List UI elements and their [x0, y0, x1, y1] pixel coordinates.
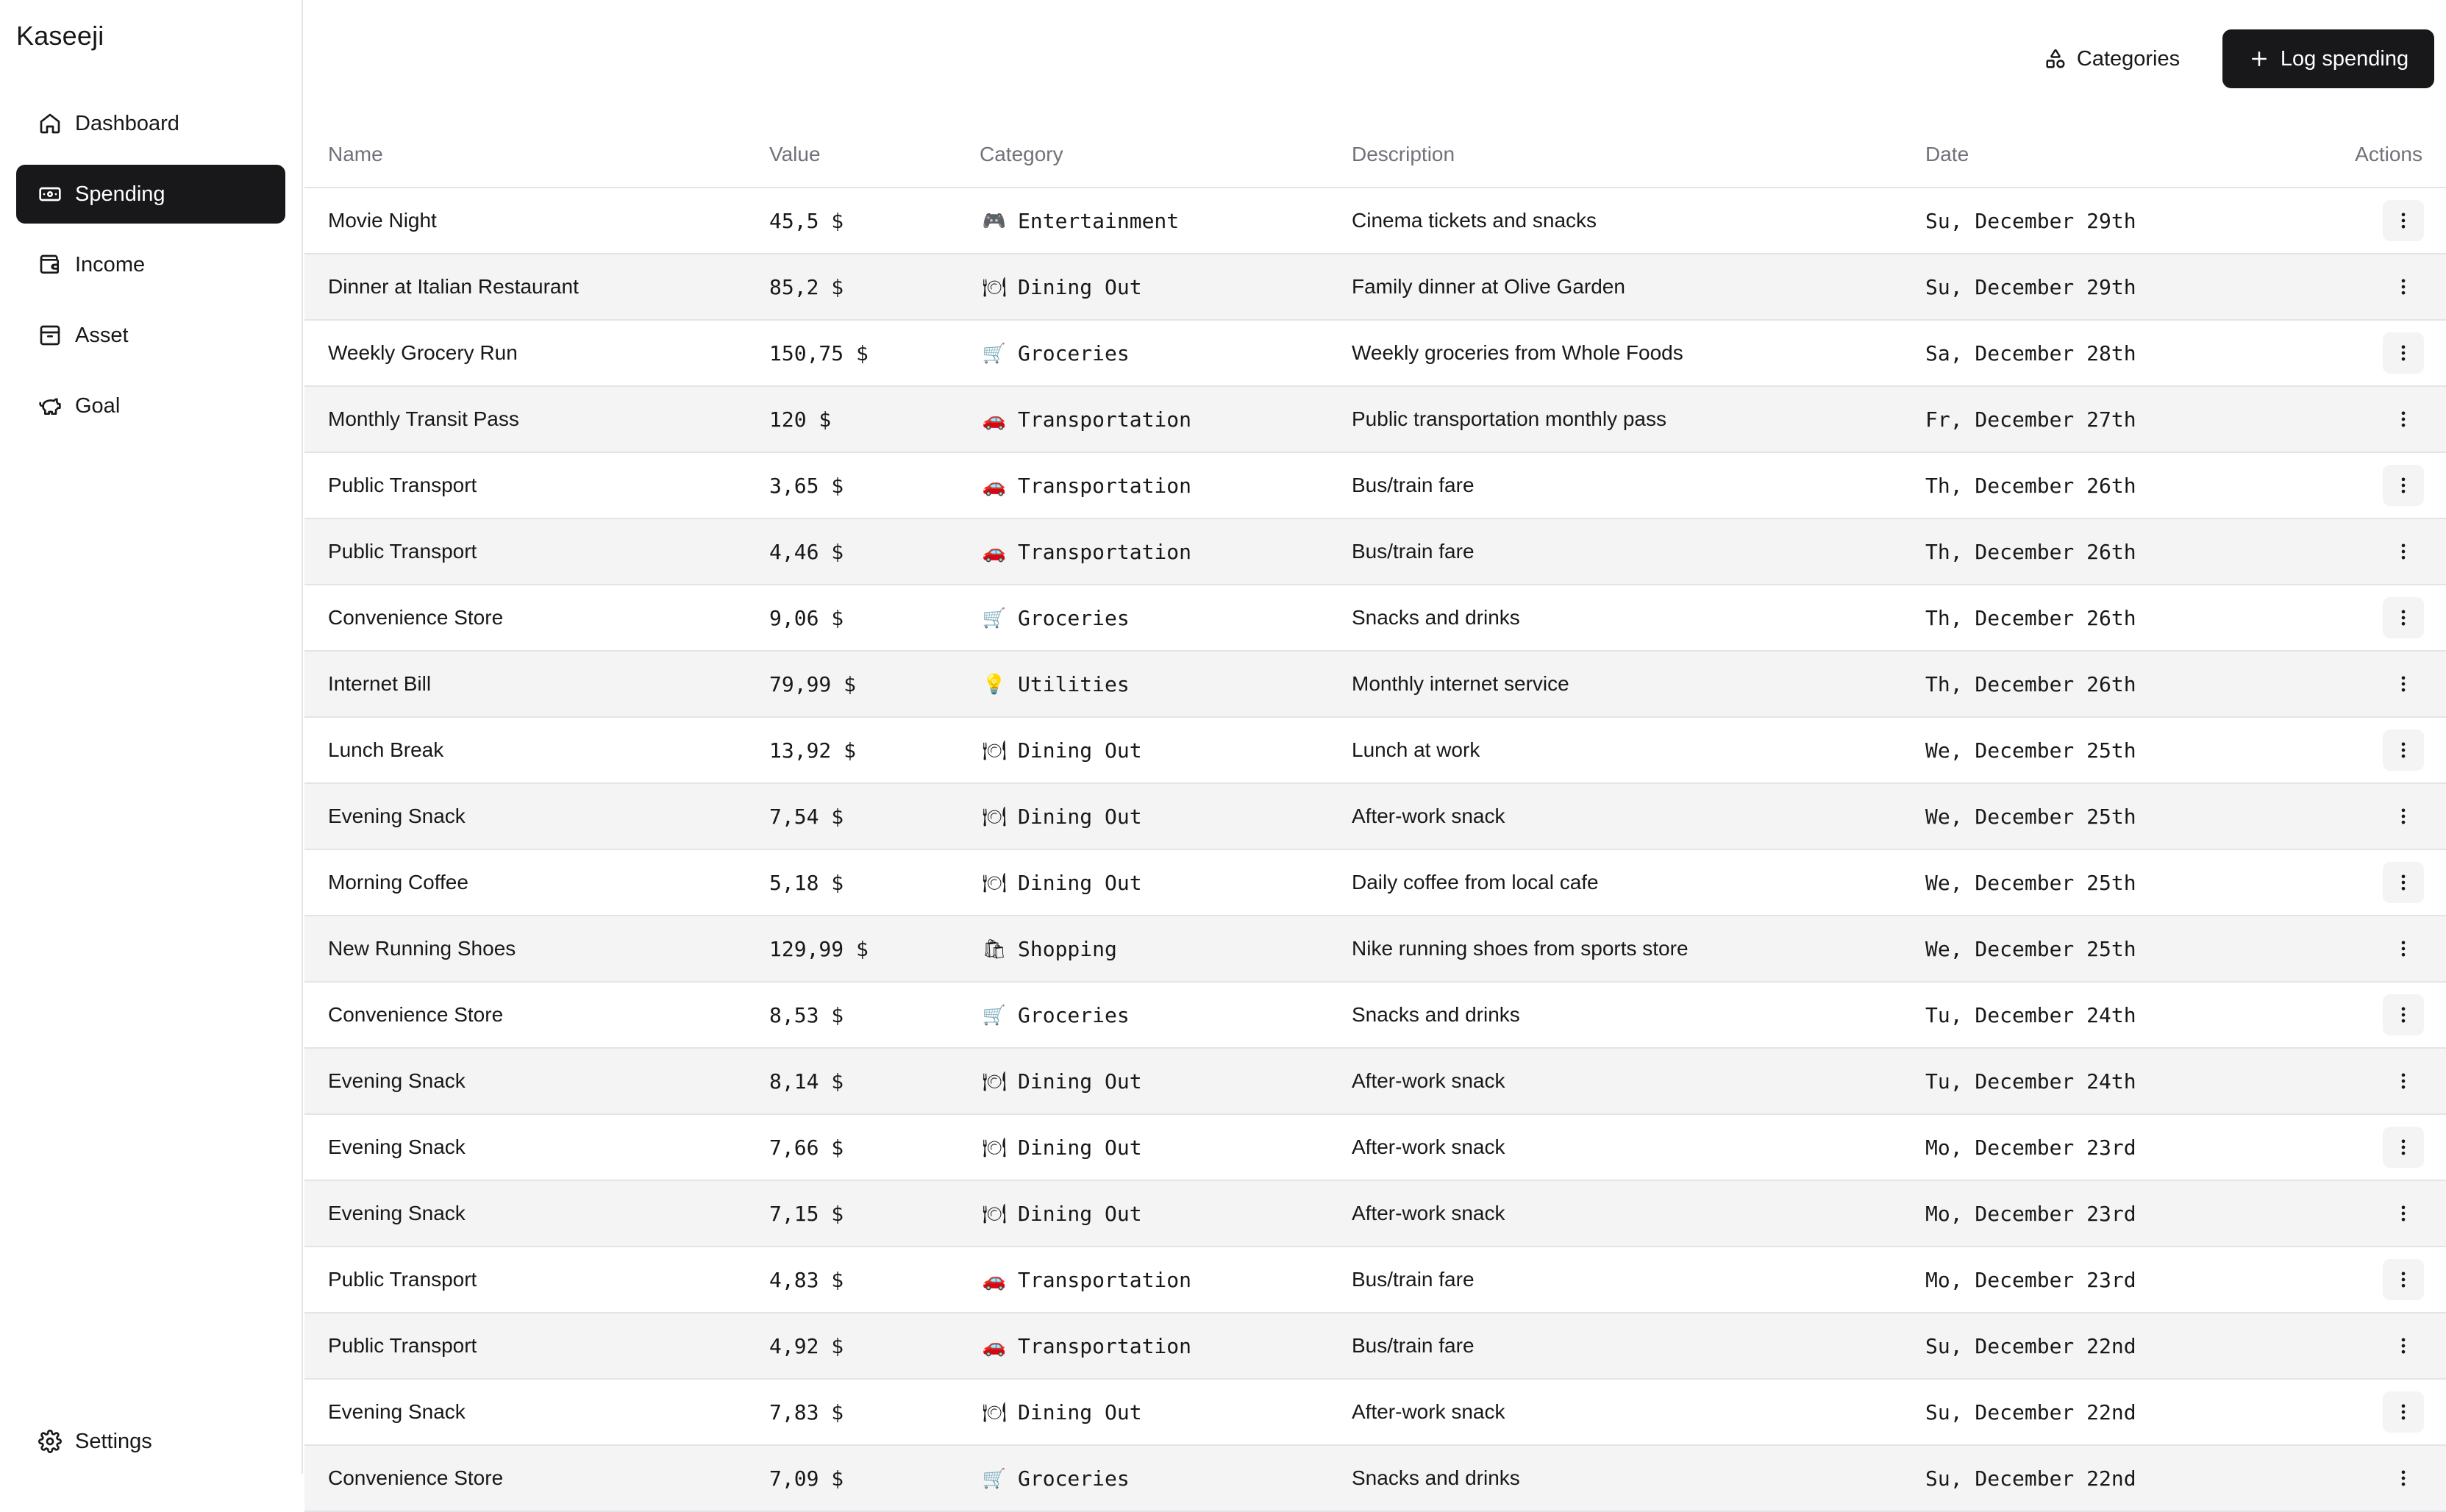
row-actions [2383, 453, 2424, 518]
category-emoji-icon: 🍽 [982, 1069, 1007, 1092]
row-category-label: Transportation [1018, 407, 1192, 432]
row-description: Lunch at work [1352, 738, 1480, 761]
table-row[interactable] [304, 916, 2446, 983]
more-vertical-icon [2393, 674, 2414, 694]
row-actions [2383, 983, 2424, 1047]
row-date: Mo, December 23rd [1925, 1135, 2136, 1160]
sidebar-item-label: Spending [75, 182, 165, 206]
row-value: 120 $ [769, 407, 832, 432]
row-category-label: Transportation [1018, 539, 1192, 564]
category-emoji-icon: 🛒 [982, 1003, 1007, 1026]
row-actions-button[interactable] [2383, 1458, 2424, 1499]
row-date: Mo, December 23rd [1925, 1201, 2136, 1226]
row-actions [2383, 916, 2424, 981]
sidebar-item-income[interactable] [16, 235, 285, 294]
more-vertical-icon [2393, 1071, 2414, 1091]
row-name: Lunch Break [328, 738, 444, 761]
sidebar [0, 0, 303, 1474]
wallet-icon [38, 253, 62, 277]
row-category-label: Dining Out [1018, 1201, 1142, 1226]
more-vertical-icon [2393, 1005, 2414, 1025]
row-description: Bus/train fare [1352, 1268, 1475, 1291]
row-actions-button[interactable] [2383, 1193, 2424, 1234]
row-actions-button[interactable] [2383, 1325, 2424, 1366]
category-emoji-icon: 🚗 [982, 407, 1007, 430]
row-value: 7,83 $ [769, 1399, 844, 1424]
home-icon [38, 112, 62, 135]
sidebar-item-label: Asset [75, 323, 129, 347]
more-vertical-icon [2393, 1468, 2414, 1488]
more-vertical-icon [2393, 1137, 2414, 1158]
category-emoji-icon: 🛒 [982, 341, 1007, 364]
row-actions [2383, 1049, 2424, 1113]
more-vertical-icon [2393, 1336, 2414, 1356]
row-actions-button[interactable] [2383, 266, 2424, 307]
row-actions-button[interactable] [2383, 1391, 2424, 1433]
row-category [980, 321, 1130, 385]
row-actions-button[interactable] [2383, 862, 2424, 903]
row-name: Public Transport [328, 474, 477, 496]
sidebar-item-goal[interactable] [16, 377, 285, 435]
log-spending-label: Log spending [2280, 46, 2409, 71]
row-description: Bus/train fare [1352, 474, 1475, 496]
row-actions [2383, 321, 2424, 385]
row-date: Su, December 22nd [1925, 1466, 2136, 1491]
row-category [980, 916, 1117, 981]
row-value: 85,2 $ [769, 274, 844, 299]
row-value: 4,46 $ [769, 539, 844, 564]
table-row[interactable] [304, 718, 2446, 784]
row-actions [2383, 850, 2424, 915]
row-category-label: Transportation [1018, 1267, 1192, 1292]
column-header-name[interactable]: Name [328, 143, 383, 165]
table-row[interactable] [304, 1446, 2446, 1512]
more-vertical-icon [2393, 1402, 2414, 1422]
category-emoji-icon: 🛍 [982, 937, 1007, 960]
row-date: Fr, December 27th [1925, 407, 2136, 432]
row-description: Snacks and drinks [1352, 1003, 1520, 1026]
row-category-label: Groceries [1018, 340, 1130, 365]
row-category-label: Dining Out [1018, 804, 1142, 829]
row-actions-button[interactable] [2383, 663, 2424, 705]
category-emoji-icon: 🚗 [982, 474, 1007, 496]
column-header-value[interactable]: Value [769, 143, 821, 165]
row-actions-button[interactable] [2383, 1127, 2424, 1168]
row-name: Convenience Store [328, 1003, 504, 1026]
category-emoji-icon: 🍽 [982, 871, 1007, 894]
row-date: Su, December 22nd [1925, 1399, 2136, 1424]
row-actions-button[interactable] [2383, 1060, 2424, 1102]
category-emoji-icon: 🍽 [982, 738, 1007, 761]
row-description: After-work snack [1352, 1202, 1505, 1224]
table-row[interactable] [304, 1115, 2446, 1181]
row-category-label: Dining Out [1018, 1069, 1142, 1094]
row-category [980, 387, 1191, 452]
table-row[interactable] [304, 254, 2446, 321]
row-category [980, 784, 1142, 849]
row-value: 9,06 $ [769, 605, 844, 630]
row-value: 7,66 $ [769, 1135, 844, 1160]
row-category [980, 188, 1179, 253]
table-row[interactable] [304, 1181, 2446, 1247]
table-row[interactable] [304, 585, 2446, 652]
category-emoji-icon: 🍽 [982, 1202, 1007, 1224]
category-emoji-icon: 🛒 [982, 1466, 1007, 1489]
row-description: Snacks and drinks [1352, 1466, 1520, 1489]
table-row[interactable] [304, 519, 2446, 585]
row-category-label: Dining Out [1018, 1135, 1142, 1160]
row-category-label: Dining Out [1018, 1399, 1142, 1424]
column-header-description[interactable]: Description [1352, 143, 1455, 165]
row-actions [2383, 387, 2424, 452]
row-actions [2383, 652, 2424, 716]
row-category [980, 652, 1130, 716]
row-category [980, 1313, 1191, 1378]
row-name: Weekly Grocery Run [328, 341, 518, 364]
categories-button[interactable] [2031, 29, 2193, 88]
row-name: Evening Snack [328, 1400, 466, 1423]
row-date: We, December 25th [1925, 804, 2136, 829]
category-emoji-icon: 🚗 [982, 1334, 1007, 1357]
row-value: 3,65 $ [769, 473, 844, 498]
row-description: Bus/train fare [1352, 1334, 1475, 1357]
row-category-label: Groceries [1018, 605, 1130, 630]
row-date: Th, December 26th [1925, 671, 2136, 696]
row-description: Family dinner at Olive Garden [1352, 275, 1625, 298]
row-value: 5,18 $ [769, 870, 844, 895]
table-row[interactable] [304, 1380, 2446, 1446]
category-emoji-icon: 🚗 [982, 540, 1007, 563]
row-actions-button[interactable] [2383, 597, 2424, 638]
row-name: Dinner at Italian Restaurant [328, 275, 579, 298]
row-name: Convenience Store [328, 1466, 504, 1489]
more-vertical-icon [2393, 872, 2414, 893]
row-category [980, 983, 1130, 1047]
row-category-label: Transportation [1018, 1333, 1192, 1358]
row-description: After-work snack [1352, 1400, 1505, 1423]
row-date: Mo, December 23rd [1925, 1267, 2136, 1292]
table-row[interactable] [304, 1049, 2446, 1115]
row-category [980, 1115, 1142, 1180]
row-value: 45,5 $ [769, 208, 844, 233]
more-vertical-icon [2393, 475, 2414, 496]
row-category [980, 1380, 1142, 1444]
row-date: Th, December 26th [1925, 539, 2136, 564]
row-actions [2383, 519, 2424, 584]
table-row[interactable] [304, 188, 2446, 254]
category-emoji-icon: 🎮 [982, 209, 1007, 232]
table-row[interactable] [304, 453, 2446, 519]
row-actions-button[interactable] [2383, 465, 2424, 506]
row-name: Public Transport [328, 1334, 477, 1357]
table-row[interactable] [304, 652, 2446, 718]
row-category [980, 850, 1142, 915]
row-value: 4,83 $ [769, 1267, 844, 1292]
more-vertical-icon [2393, 1203, 2414, 1224]
row-date: Su, December 22nd [1925, 1333, 2136, 1358]
row-date: Su, December 29th [1925, 274, 2136, 299]
more-vertical-icon [2393, 409, 2414, 429]
row-category [980, 1181, 1142, 1246]
row-name: Convenience Store [328, 606, 504, 629]
more-vertical-icon [2393, 210, 2414, 231]
row-value: 7,15 $ [769, 1201, 844, 1226]
row-description: Daily coffee from local cafe [1352, 871, 1599, 894]
row-category [980, 1247, 1191, 1312]
row-actions [2383, 1115, 2424, 1180]
row-actions [2383, 1313, 2424, 1378]
more-vertical-icon [2393, 607, 2414, 628]
more-vertical-icon [2393, 806, 2414, 827]
sidebar-item-dashboard[interactable] [16, 94, 285, 153]
more-vertical-icon [2393, 938, 2414, 959]
shapes-icon [2044, 48, 2067, 70]
row-date: We, December 25th [1925, 936, 2136, 961]
more-vertical-icon [2393, 541, 2414, 562]
row-actions-button[interactable] [2383, 928, 2424, 969]
row-category [980, 1446, 1130, 1511]
sidebar-item-settings[interactable] [16, 1412, 285, 1471]
row-description: After-work snack [1352, 1135, 1505, 1158]
category-emoji-icon: 🍽 [982, 275, 1007, 298]
row-value: 7,54 $ [769, 804, 844, 829]
sidebar-item-label: Goal [75, 393, 121, 418]
row-description: Nike running shoes from sports store [1352, 937, 1689, 960]
row-category-label: Entertainment [1018, 208, 1180, 233]
sidebar-item-spending[interactable] [16, 165, 285, 224]
row-actions-button[interactable] [2383, 796, 2424, 837]
row-description: Bus/train fare [1352, 540, 1475, 563]
row-date: We, December 25th [1925, 738, 2136, 763]
more-vertical-icon [2393, 277, 2414, 297]
row-name: Evening Snack [328, 805, 466, 827]
gear-icon [38, 1430, 62, 1453]
more-vertical-icon [2393, 740, 2414, 760]
row-category-label: Shopping [1018, 936, 1117, 961]
category-emoji-icon: 💡 [982, 672, 1007, 695]
row-category-label: Dining Out [1018, 870, 1142, 895]
log-spending-button[interactable] [2222, 29, 2434, 88]
category-emoji-icon: 🚗 [982, 1268, 1007, 1291]
row-value: 8,14 $ [769, 1069, 844, 1094]
row-name: Evening Snack [328, 1069, 466, 1092]
more-vertical-icon [2393, 343, 2414, 363]
row-category-label: Utilities [1018, 671, 1130, 696]
row-date: Th, December 26th [1925, 605, 2136, 630]
row-actions-button[interactable] [2383, 994, 2424, 1035]
row-actions [2383, 718, 2424, 782]
row-description: Snacks and drinks [1352, 606, 1520, 629]
row-name: Internet Bill [328, 672, 432, 695]
row-category [980, 519, 1191, 584]
row-category [980, 585, 1130, 650]
banknote-icon [38, 182, 62, 206]
row-name: New Running Shoes [328, 937, 516, 960]
column-header-date[interactable]: Date [1925, 143, 1969, 165]
row-actions-button[interactable] [2383, 730, 2424, 771]
row-value: 79,99 $ [769, 671, 857, 696]
row-actions [2383, 1247, 2424, 1312]
row-description: Weekly groceries from Whole Foods [1352, 341, 1683, 364]
row-actions-button[interactable] [2383, 531, 2424, 572]
row-value: 129,99 $ [769, 936, 869, 961]
row-description: Cinema tickets and snacks [1352, 209, 1597, 232]
row-category [980, 1049, 1142, 1113]
row-value: 150,75 $ [769, 340, 869, 365]
table-row[interactable] [304, 784, 2446, 850]
archive-icon [38, 324, 62, 347]
row-name: Morning Coffee [328, 871, 468, 894]
category-emoji-icon: 🍽 [982, 1135, 1007, 1158]
row-actions [2383, 585, 2424, 650]
row-actions [2383, 1380, 2424, 1444]
row-date: We, December 25th [1925, 870, 2136, 895]
category-emoji-icon: 🍽 [982, 805, 1007, 827]
table-row[interactable] [304, 1247, 2446, 1313]
row-actions [2383, 1181, 2424, 1246]
row-date: Th, December 26th [1925, 473, 2136, 498]
spending-table [304, 122, 2446, 1512]
row-value: 8,53 $ [769, 1002, 844, 1027]
categories-label: Categories [2076, 46, 2181, 71]
row-name: Public Transport [328, 540, 477, 563]
row-actions-button[interactable] [2383, 200, 2424, 241]
sidebar-item-label: Settings [75, 1429, 152, 1453]
row-category-label: Groceries [1018, 1002, 1130, 1027]
row-category [980, 453, 1191, 518]
row-date: Sa, December 28th [1925, 340, 2136, 365]
row-name: Evening Snack [328, 1202, 466, 1224]
row-actions-button[interactable] [2383, 1259, 2424, 1300]
row-actions [2383, 784, 2424, 849]
row-category [980, 718, 1142, 782]
row-description: After-work snack [1352, 805, 1505, 827]
table-header [304, 122, 2446, 188]
sidebar-item-label: Income [75, 252, 146, 277]
row-actions-button[interactable] [2383, 332, 2424, 374]
plus-icon [2248, 48, 2270, 70]
row-value: 4,92 $ [769, 1333, 844, 1358]
row-category-label: Transportation [1018, 473, 1192, 498]
row-category-label: Dining Out [1018, 738, 1142, 763]
row-actions [2383, 1446, 2424, 1511]
row-category [980, 254, 1142, 319]
app-title: Kaseeji [16, 21, 104, 51]
category-emoji-icon: 🍽 [982, 1400, 1007, 1423]
column-header-category[interactable]: Category [980, 143, 1063, 165]
table-row[interactable] [304, 321, 2446, 387]
sidebar-item-label: Dashboard [75, 111, 179, 135]
row-name: Public Transport [328, 1268, 477, 1291]
row-category-label: Dining Out [1018, 274, 1142, 299]
row-name: Movie Night [328, 209, 437, 232]
table-row[interactable] [304, 983, 2446, 1049]
table-row[interactable] [304, 850, 2446, 916]
row-actions [2383, 254, 2424, 319]
row-description: Public transportation monthly pass [1352, 407, 1666, 430]
category-emoji-icon: 🛒 [982, 606, 1007, 629]
table-row[interactable] [304, 387, 2446, 453]
table-row[interactable] [304, 1313, 2446, 1380]
row-value: 13,92 $ [769, 738, 857, 763]
row-date: Su, December 29th [1925, 208, 2136, 233]
column-header-actions: Actions [2355, 143, 2422, 165]
row-name: Evening Snack [328, 1135, 466, 1158]
row-date: Tu, December 24th [1925, 1002, 2136, 1027]
row-description: After-work snack [1352, 1069, 1505, 1092]
row-value: 7,09 $ [769, 1466, 844, 1491]
row-actions-button[interactable] [2383, 399, 2424, 440]
row-category-label: Groceries [1018, 1466, 1130, 1491]
row-date: Tu, December 24th [1925, 1069, 2136, 1094]
row-name: Monthly Transit Pass [328, 407, 519, 430]
piggy-bank-icon [38, 394, 62, 418]
sidebar-item-asset[interactable] [16, 306, 285, 365]
row-description: Monthly internet service [1352, 672, 1569, 695]
row-actions [2383, 188, 2424, 253]
table-body [304, 188, 2446, 1512]
more-vertical-icon [2393, 1269, 2414, 1290]
